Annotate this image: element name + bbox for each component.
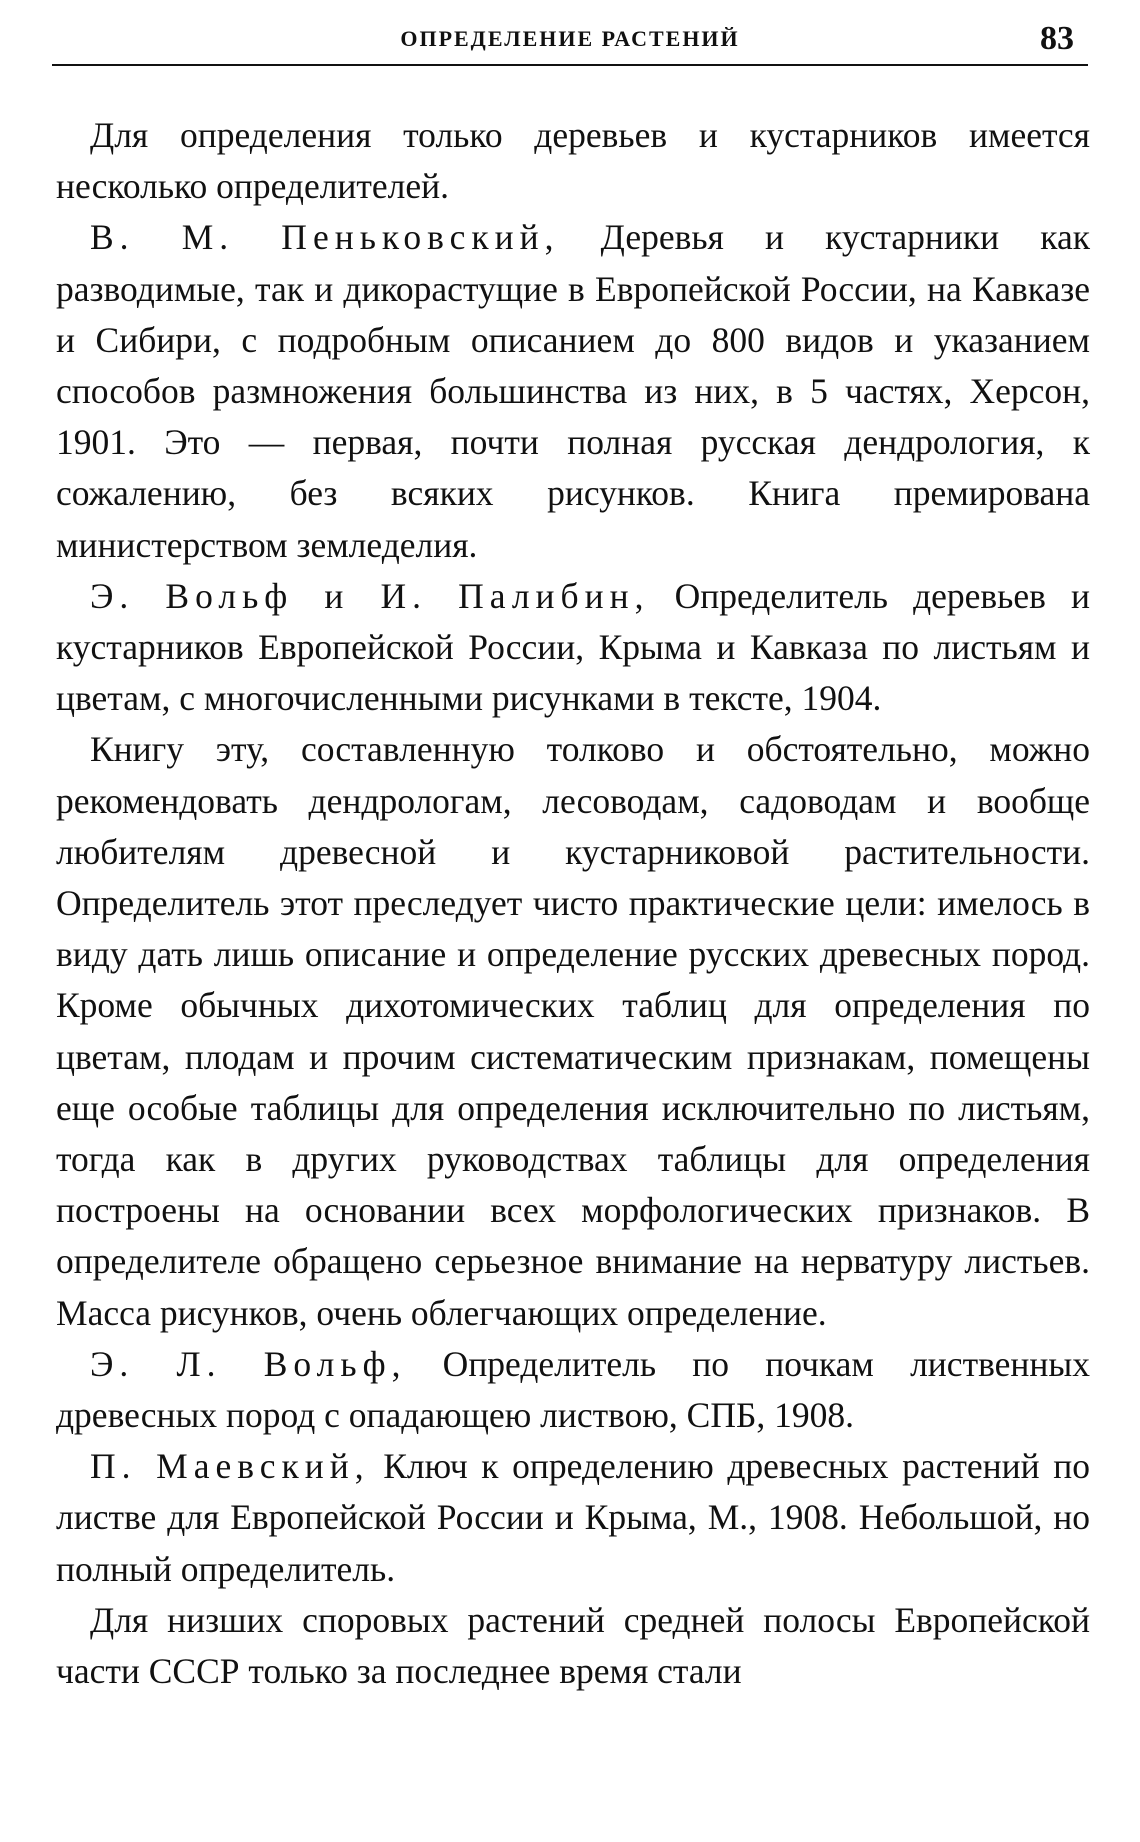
header-rule bbox=[52, 64, 1088, 66]
author-name: Э. Л. Вольф, bbox=[90, 1343, 407, 1384]
author-name: П. Маевский, bbox=[90, 1446, 370, 1487]
paragraph-wolf bbox=[56, 1339, 1090, 1441]
paragraph-text: Ключ к определению древесных растений по листве для Европейской России и Крыма, М., 1908. Небольшой, но полный определитель. bbox=[56, 1446, 1090, 1589]
paragraph-text: Книгу эту, составленную толково и обстоятельно, можно рекомендовать дендрологам, лесоводам, садоводам и вообще любителям древесной и кустарниковой растительности. Определитель этот преследует чисто практические цели: имелось в виду дать лишь описание и определение русских древесных пород. Кроме обычных дихотомических таблиц для определения по цветам, плодам и прочим систематическим признакам, помещены еще особые таблицы для определения исключительно по листьям, тогда как в других руководствах таблицы для определения построены на основании всех морфологических признаков. В определителе обращено серьезное внимание на нерватуру листьев. Масса рисунков, очень облегчающих определение. bbox=[56, 729, 1090, 1333]
running-head bbox=[52, 18, 1088, 62]
paragraph-text: Для низших споровых растений средней полосы Европейской части СССР только за последнее время стали bbox=[56, 1599, 1090, 1692]
running-title: ОПРЕДЕЛЕНИЕ РАСТЕНИЙ bbox=[400, 26, 740, 51]
paragraph-text: Для определения только деревьев и кустарников имеется несколько определителей. bbox=[56, 115, 1090, 207]
author-name: Э. Вольф и И. Палибин, bbox=[90, 575, 650, 616]
paragraph-intro bbox=[56, 110, 1090, 212]
paragraph-text: Деревья и кустарники как разводимые, так и дикорастущие в Европейской России, на Кавказе и Сибири, с подробным описанием до 800 видов и указанием способов размножения большинства из них, в 5 частях, Херсон, 1901. Это — первая, почти полная русская дендрология, к сожалению, без всяких рисунков. Книга премирована министерством земледелия. bbox=[56, 217, 1090, 565]
paragraph-text: Определитель деревьев и кустарников Европейской России, Крыма и Кавказа по листьям и цветам, с многочисленными рисунками в тексте, 1904. bbox=[56, 575, 1090, 719]
page-number: 83 bbox=[1040, 20, 1074, 57]
paragraph-review bbox=[56, 724, 1090, 1338]
paragraph-wolf-palibin bbox=[56, 571, 1090, 725]
paragraph-spore-plants bbox=[56, 1595, 1090, 1697]
paragraph-text: Определитель по почкам лиственных древесных пород с опадающею листвою, СПБ, 1908. bbox=[56, 1343, 1090, 1436]
body-text bbox=[56, 110, 1090, 1697]
paragraph-maevsky bbox=[56, 1441, 1090, 1595]
paragraph-penkovsky bbox=[56, 212, 1090, 570]
author-name: В. М. Пеньковский, bbox=[90, 217, 560, 258]
